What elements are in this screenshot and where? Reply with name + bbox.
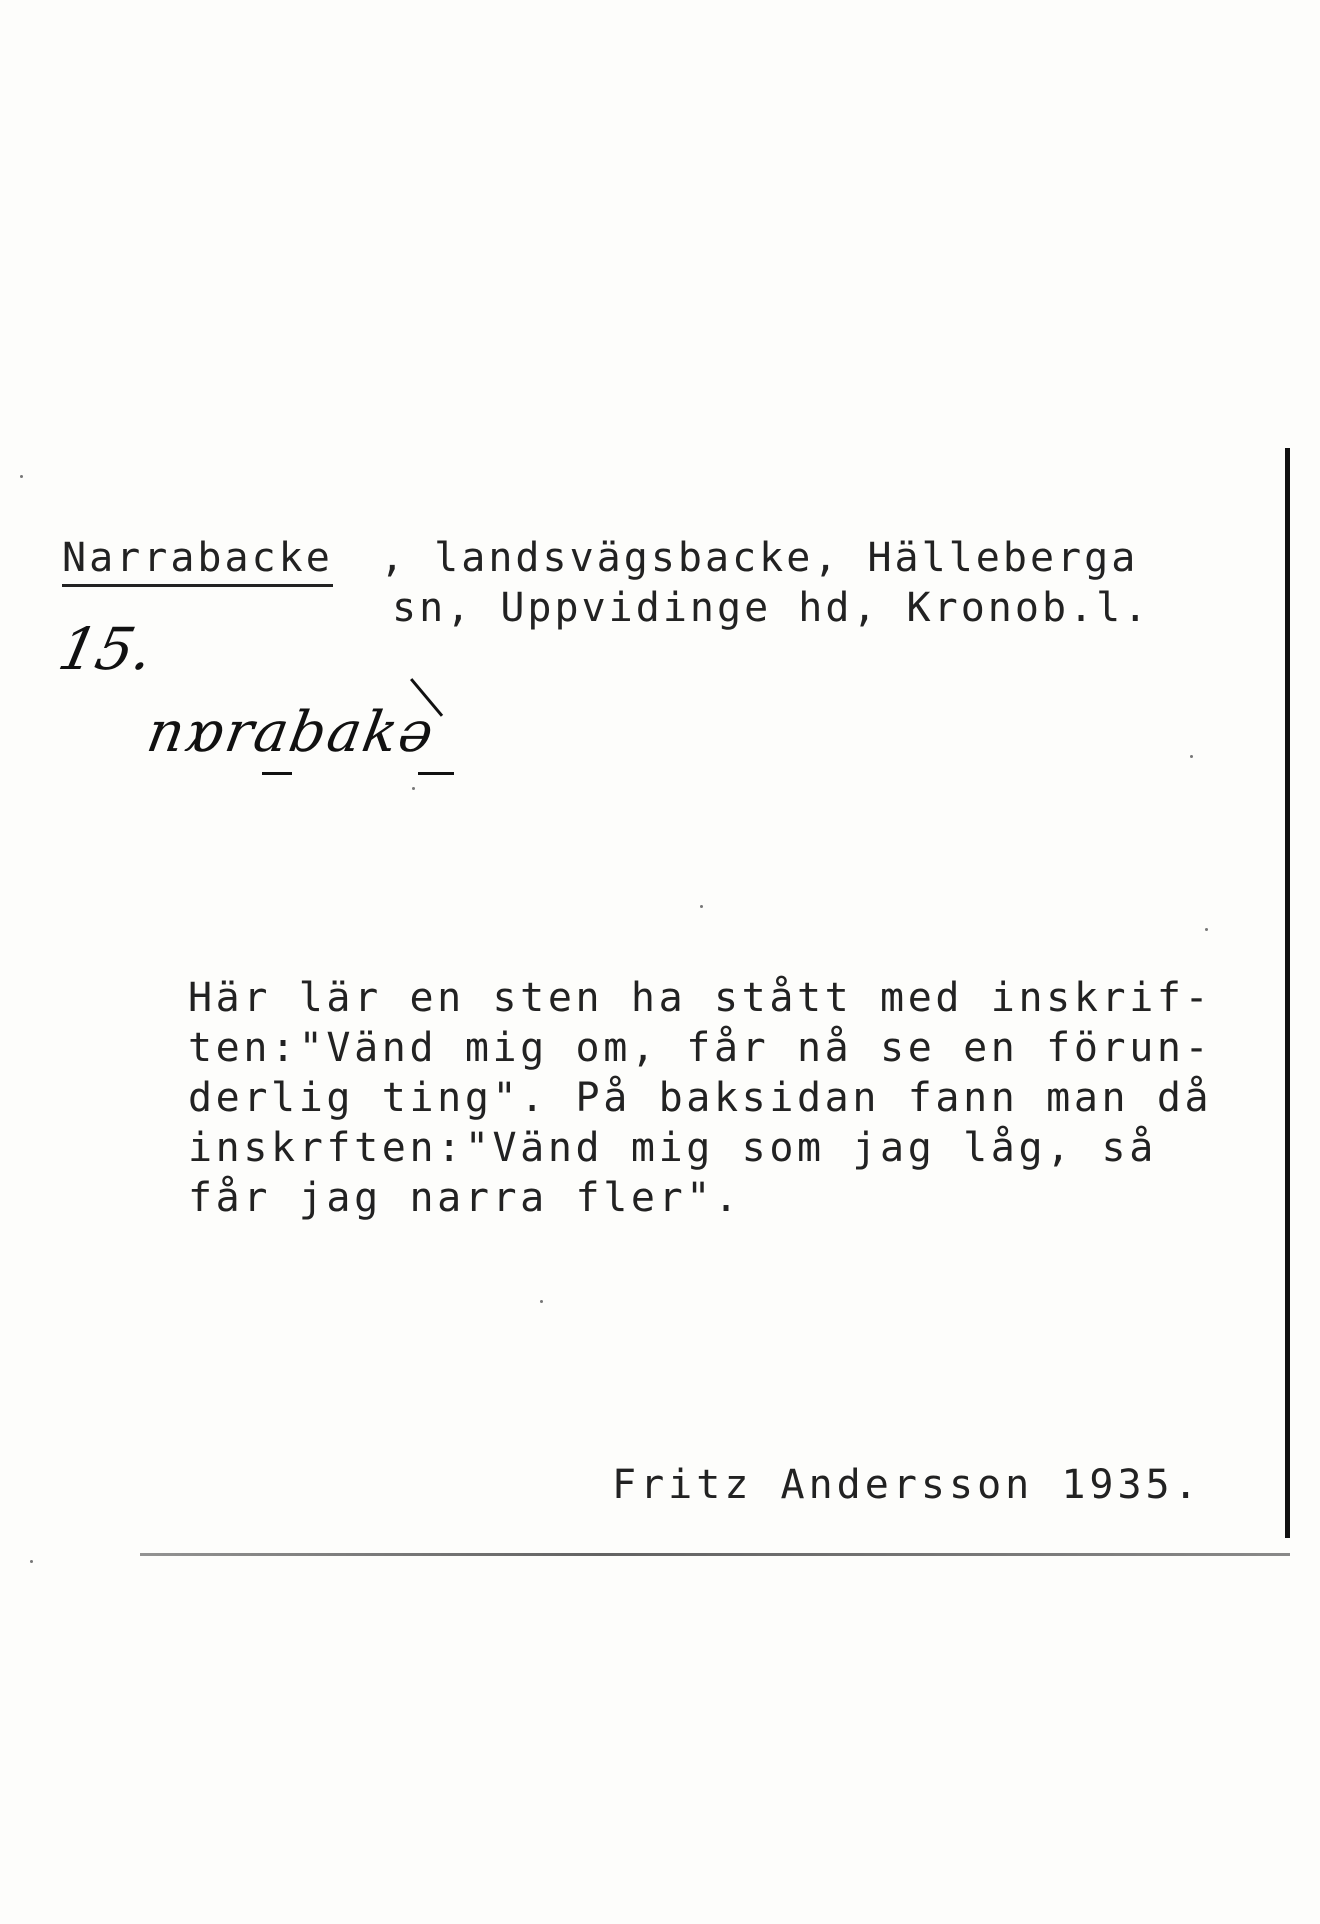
card-border-bottom — [140, 1553, 1290, 1556]
location-line-1: , landsvägsbacke, Hälleberga — [380, 535, 1139, 581]
body-line: får jag narra fler". — [188, 1175, 742, 1221]
card-border-right — [1285, 448, 1290, 1538]
pronunciation-underline — [418, 772, 454, 775]
body-line: Här lär en sten ha stått med inskrif- — [188, 975, 1213, 1021]
speck — [30, 1560, 33, 1563]
body-line: ten:"Vänd mig om, får nå se en förun- — [188, 1025, 1213, 1071]
speck — [20, 475, 23, 478]
speck — [700, 905, 703, 908]
body-line: derlig ting". På baksidan fann man då — [188, 1075, 1213, 1121]
pronunciation-underline — [262, 772, 292, 775]
signature: Fritz Andersson 1935. — [612, 1462, 1202, 1508]
speck — [412, 787, 415, 790]
speck — [1205, 928, 1208, 931]
pronunciation: nɒrabakə — [142, 700, 441, 765]
location-line-2: sn, Uppvidinge hd, Kronob.l. — [392, 585, 1151, 631]
body-line: inskrften:"Vänd mig som jag låg, så — [188, 1125, 1157, 1171]
card-number: 15. — [52, 615, 160, 683]
speck — [540, 1300, 543, 1303]
speck — [1190, 755, 1193, 758]
headword: Narrabacke — [62, 535, 333, 587]
headword-line — [62, 535, 333, 581]
